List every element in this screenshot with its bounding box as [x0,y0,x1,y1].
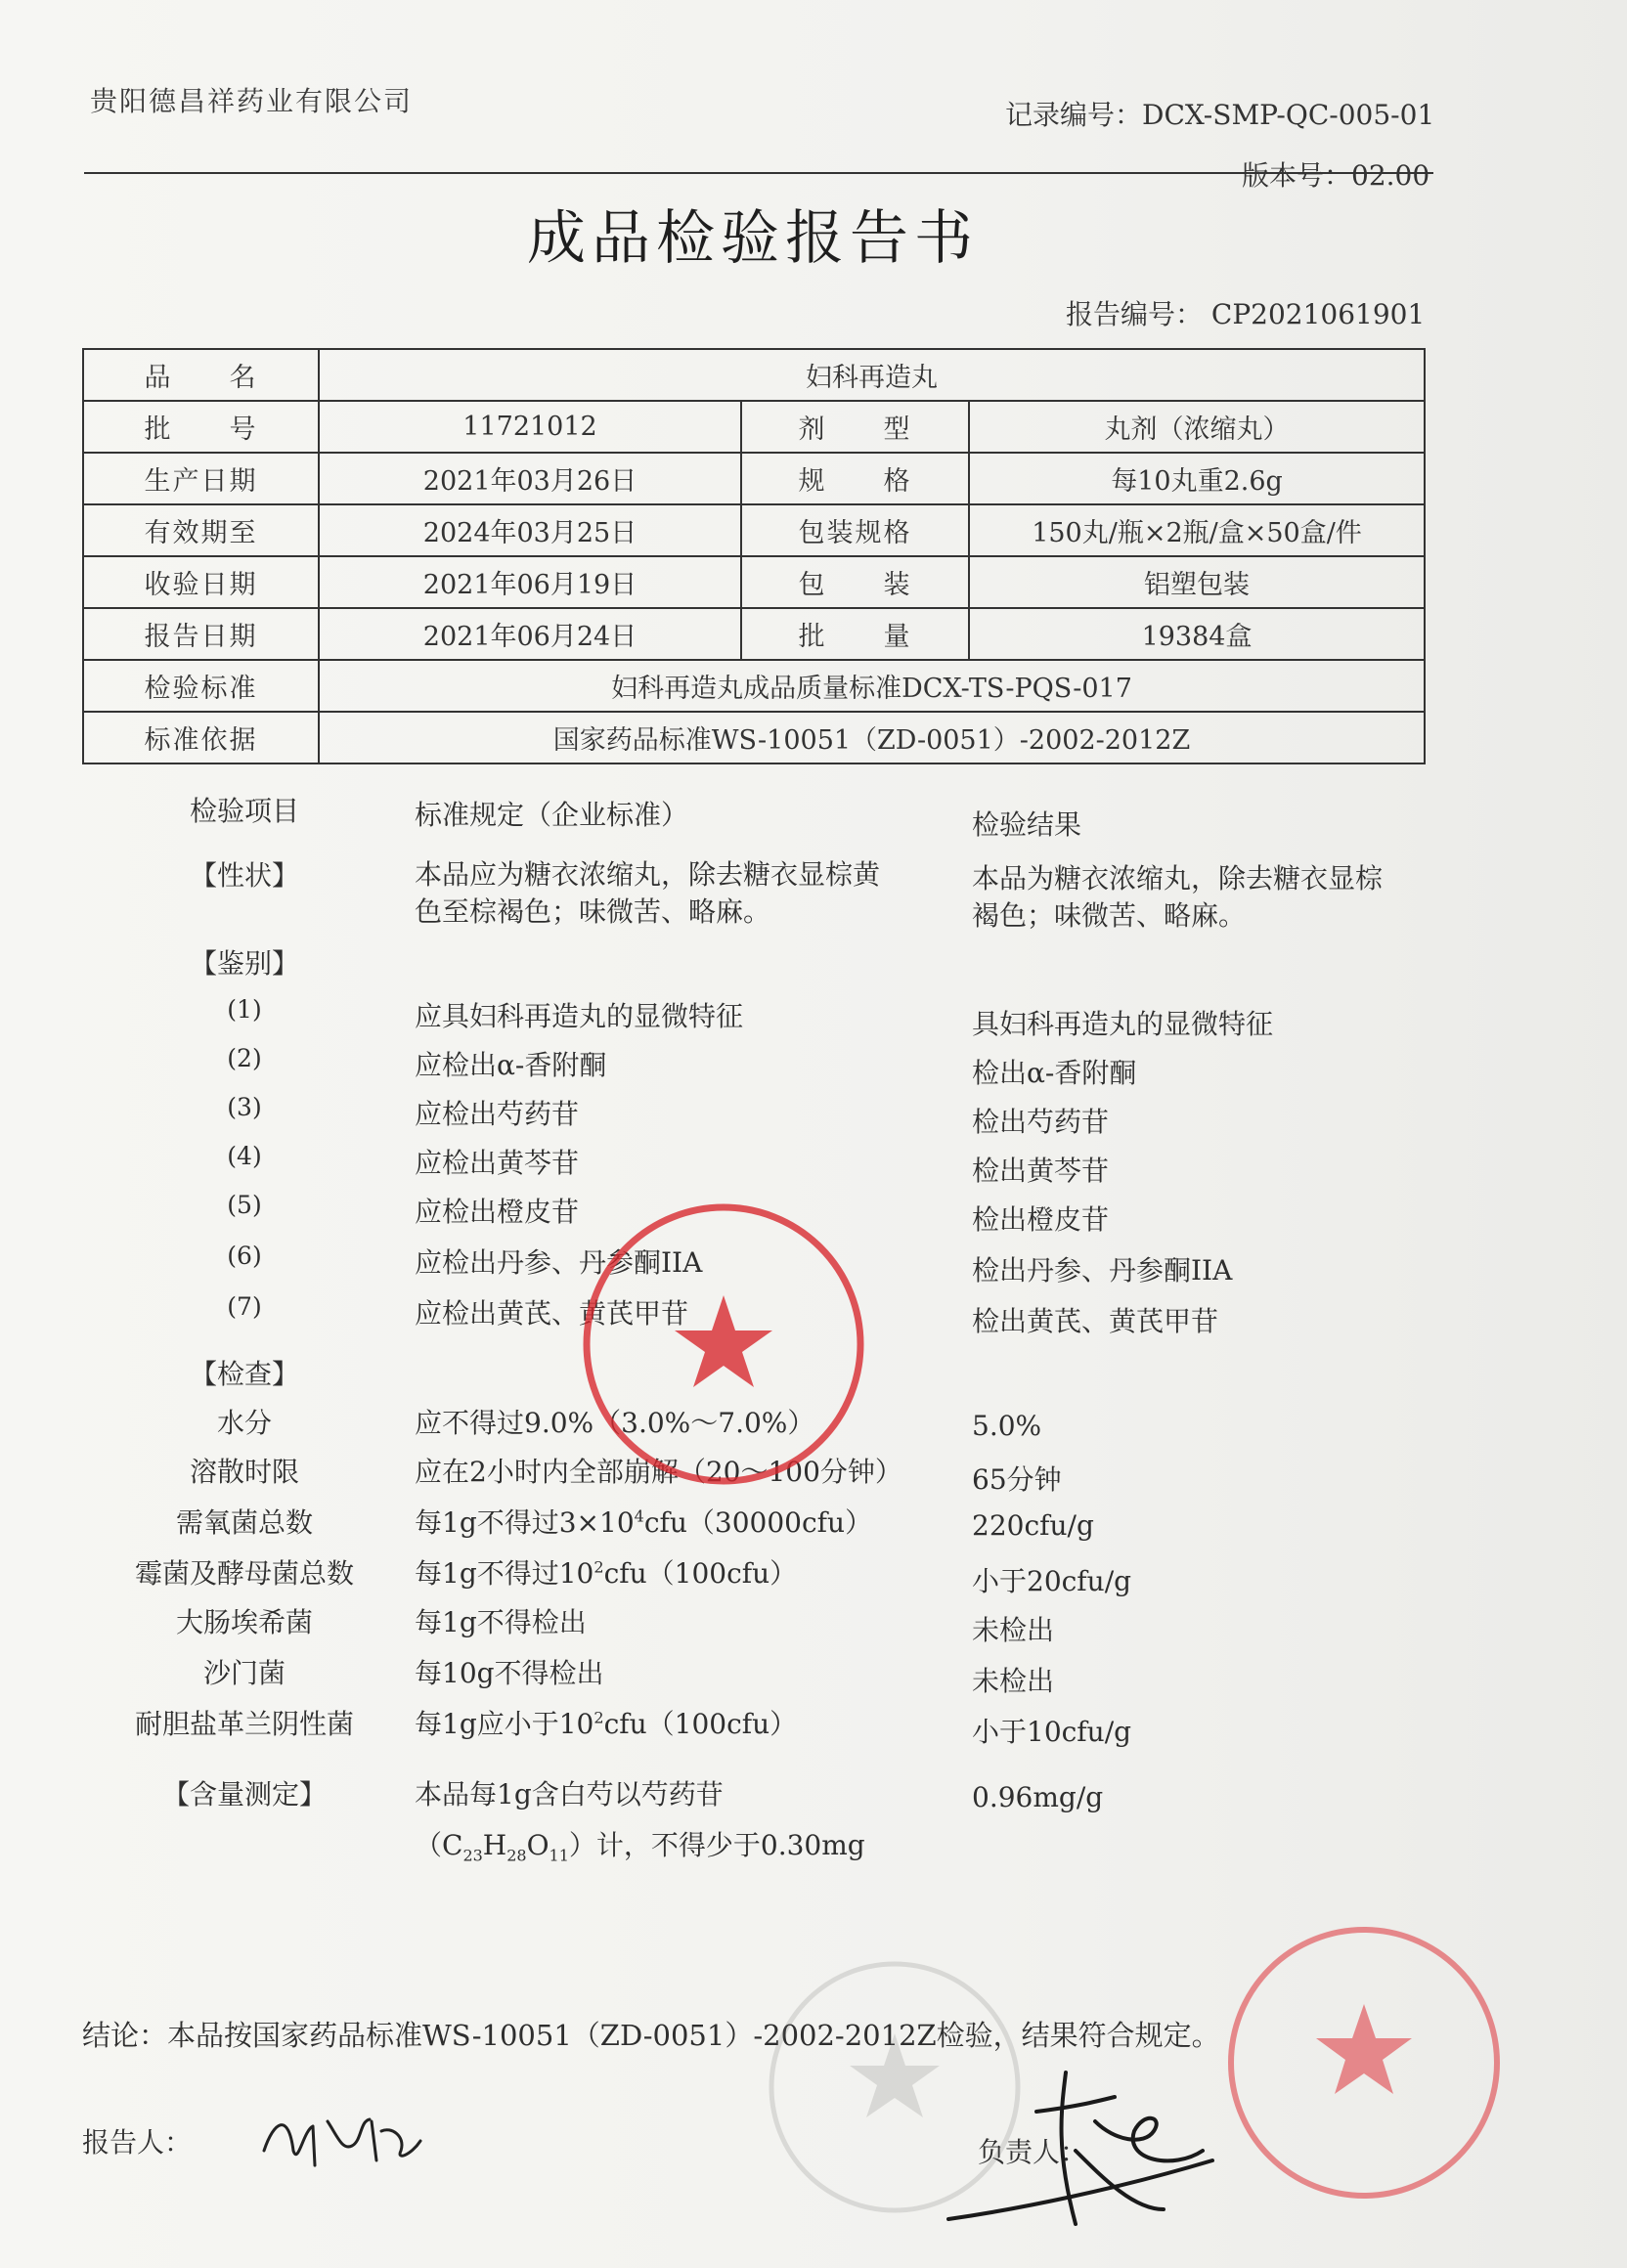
responsible-label: 负责人： [978,2136,1088,2168]
check-item: 耐胆盐革兰阴性菌 [134,1708,354,1740]
identification-standard: 应检出芍药苷 [415,1098,580,1130]
package-value: 铝塑包装 [969,556,1425,608]
col-header-result: 检验结果 [972,808,1082,841]
identification-result: 检出α-香附酮 [972,1057,1137,1089]
report-date-label: 报告日期 [83,608,319,660]
identification-standard: 应检出橙皮苷 [415,1196,580,1228]
table-row [83,349,1425,401]
identification-result: 检出橙皮苷 [972,1203,1110,1236]
identification-standard: 应具妇科再造丸的显微特征 [415,1000,744,1032]
test-standard-label: 检验标准 [83,660,319,712]
receive-date-value: 2021年06月19日 [319,556,741,608]
assay-standard-line2: $(C_{23}H_{28}O_{11})$计，不得少于0.30mg [415,1829,865,1865]
company-name: 贵阳德昌祥药业有限公司 [90,85,414,117]
identification-no: (1) [227,995,262,1024]
spec-value: 每10丸重2.6g [969,453,1425,504]
identification-standard: 应检出黄芩苷 [415,1147,580,1179]
identification-no: (5) [227,1191,262,1219]
batch-value: 11721012 [319,401,741,453]
characteristics-result: 本品为糖衣浓缩丸，除去糖衣显棕褐色；味微苦、略麻。 [972,862,1384,932]
expiry-label: 有效期至 [83,504,319,556]
test-standard-value: 妇科再造丸成品质量标准DCX-TS-PQS-017 [319,660,1425,712]
identification-result: 检出丹参、丹参酮IIA [972,1254,1233,1287]
check-result: 小于20cfu/g [972,1565,1132,1597]
page-title: 成品检验报告书 [527,204,979,273]
report-number: 报告编号： CP2021061901 [1066,298,1426,330]
table-row [83,453,1425,504]
identification-no: (7) [227,1292,262,1321]
identification-no: (3) [227,1093,262,1121]
check-result: 5.0% [972,1410,1042,1442]
identification-standard: 应检出α-香附酮 [415,1049,607,1081]
check-item: 沙门菌 [202,1657,286,1689]
faint-seal-stamp [763,1955,1027,2219]
reporter-label: 报告人： [82,2126,193,2159]
identification-result: 检出黄芩苷 [972,1155,1110,1187]
product-info-table [82,348,1426,764]
assay-result: 0.96mg/g [972,1781,1104,1813]
col-header-standard: 标准规定（企业标准） [415,799,689,831]
col-header-item: 检验项目 [189,795,299,827]
check-result: 65分钟 [972,1463,1062,1496]
identification-result: 具妇科再造丸的显微特征 [972,1008,1274,1040]
qc-seal-stamp [577,1198,870,1491]
form-label: 剂 型 [741,401,969,453]
product-value: 妇科再造丸 [319,349,1425,401]
form-value: 丸剂（浓缩丸） [969,401,1425,453]
inspection-seal-stamp [1222,1921,1506,2204]
batch-label: 批 号 [83,401,319,453]
check-standard: 每10g不得检出 [415,1657,604,1689]
package-label: 包 装 [741,556,969,608]
identification-result: 检出芍药苷 [972,1106,1110,1138]
section-identification: 【鉴别】 [189,947,299,980]
check-standard: 应在2小时内全部崩解（20～100分钟） [415,1456,902,1488]
assay-standard-line1: 本品每1g含白芍以芍药苷 [415,1778,724,1810]
table-row [83,556,1425,608]
header-divider [84,172,1433,174]
identification-standard: 应检出丹参、丹参酮IIA [415,1246,703,1279]
identification-result: 检出黄芪、黄芪甲苷 [972,1305,1219,1337]
check-item: 霉菌及酵母菌总数 [134,1557,354,1590]
section-check: 【检查】 [189,1358,299,1390]
table-row [83,660,1425,712]
batch-quantity-value: 19384盒 [969,608,1425,660]
version-number: 版本号：02.00 [1242,159,1430,192]
table-row [83,712,1425,763]
spec-label: 规 格 [741,453,969,504]
check-result: 未检出 [972,1614,1055,1646]
standard-basis-value: 国家药品标准WS-10051（ZD-0051）-2002-2012Z [319,712,1425,763]
check-result: 小于10cfu/g [972,1716,1132,1748]
check-standard: 应不得过9.0%（3.0%～7.0%） [415,1407,815,1439]
check-standard: 每1g应小于$10^2cfu(100cfu)$ [415,1708,798,1740]
report-date-value: 2021年06月24日 [319,608,741,660]
check-item: 需氧菌总数 [175,1506,313,1539]
check-standard: 每1g不得过$3\times 10^4cfu(30000cfu)$ [415,1506,873,1539]
table-row [83,608,1425,660]
conclusion: 结论：本品按国家药品标准WS-10051（ZD-0051）-2002-2012Z检验，结果符合规定。 [82,2019,1220,2052]
check-item: 溶散时限 [189,1456,299,1488]
table-row [83,401,1425,453]
check-result: 220cfu/g [972,1509,1094,1542]
identification-standard: 应检出黄芪、黄芪甲苷 [415,1297,689,1330]
record-number: 记录编号：DCX-SMP-QC-005-01 [1005,99,1435,131]
standard-basis-label: 标准依据 [83,712,319,763]
expiry-value: 2024年03月25日 [319,504,741,556]
mfg-date-label: 生产日期 [83,453,319,504]
receive-date-label: 收验日期 [83,556,319,608]
check-standard: 每1g不得过$10^2cfu(100cfu)$ [415,1557,798,1590]
check-result: 未检出 [972,1665,1055,1697]
identification-no: (2) [227,1044,262,1072]
check-standard: 每1g不得检出 [415,1606,587,1638]
table-row [83,504,1425,556]
reporter-signature [244,2092,440,2180]
pack-spec-value: 150丸/瓶×2瓶/盒×50盒/件 [969,504,1425,556]
pack-spec-label: 包装规格 [741,504,969,556]
section-characteristics: 【性状】 [189,859,299,892]
identification-no: (6) [227,1242,262,1270]
check-item: 水分 [216,1407,272,1439]
identification-no: (4) [227,1142,262,1170]
check-item: 大肠埃希菌 [175,1606,313,1638]
section-assay: 【含量测定】 [161,1778,327,1810]
characteristics-standard: 本品应为糖衣浓缩丸，除去糖衣显棕黄色至棕褐色；味微苦、略麻。 [415,858,881,928]
batch-quantity-label: 批 量 [741,608,969,660]
product-label: 品 名 [83,349,319,401]
mfg-date-value: 2021年03月26日 [319,453,741,504]
